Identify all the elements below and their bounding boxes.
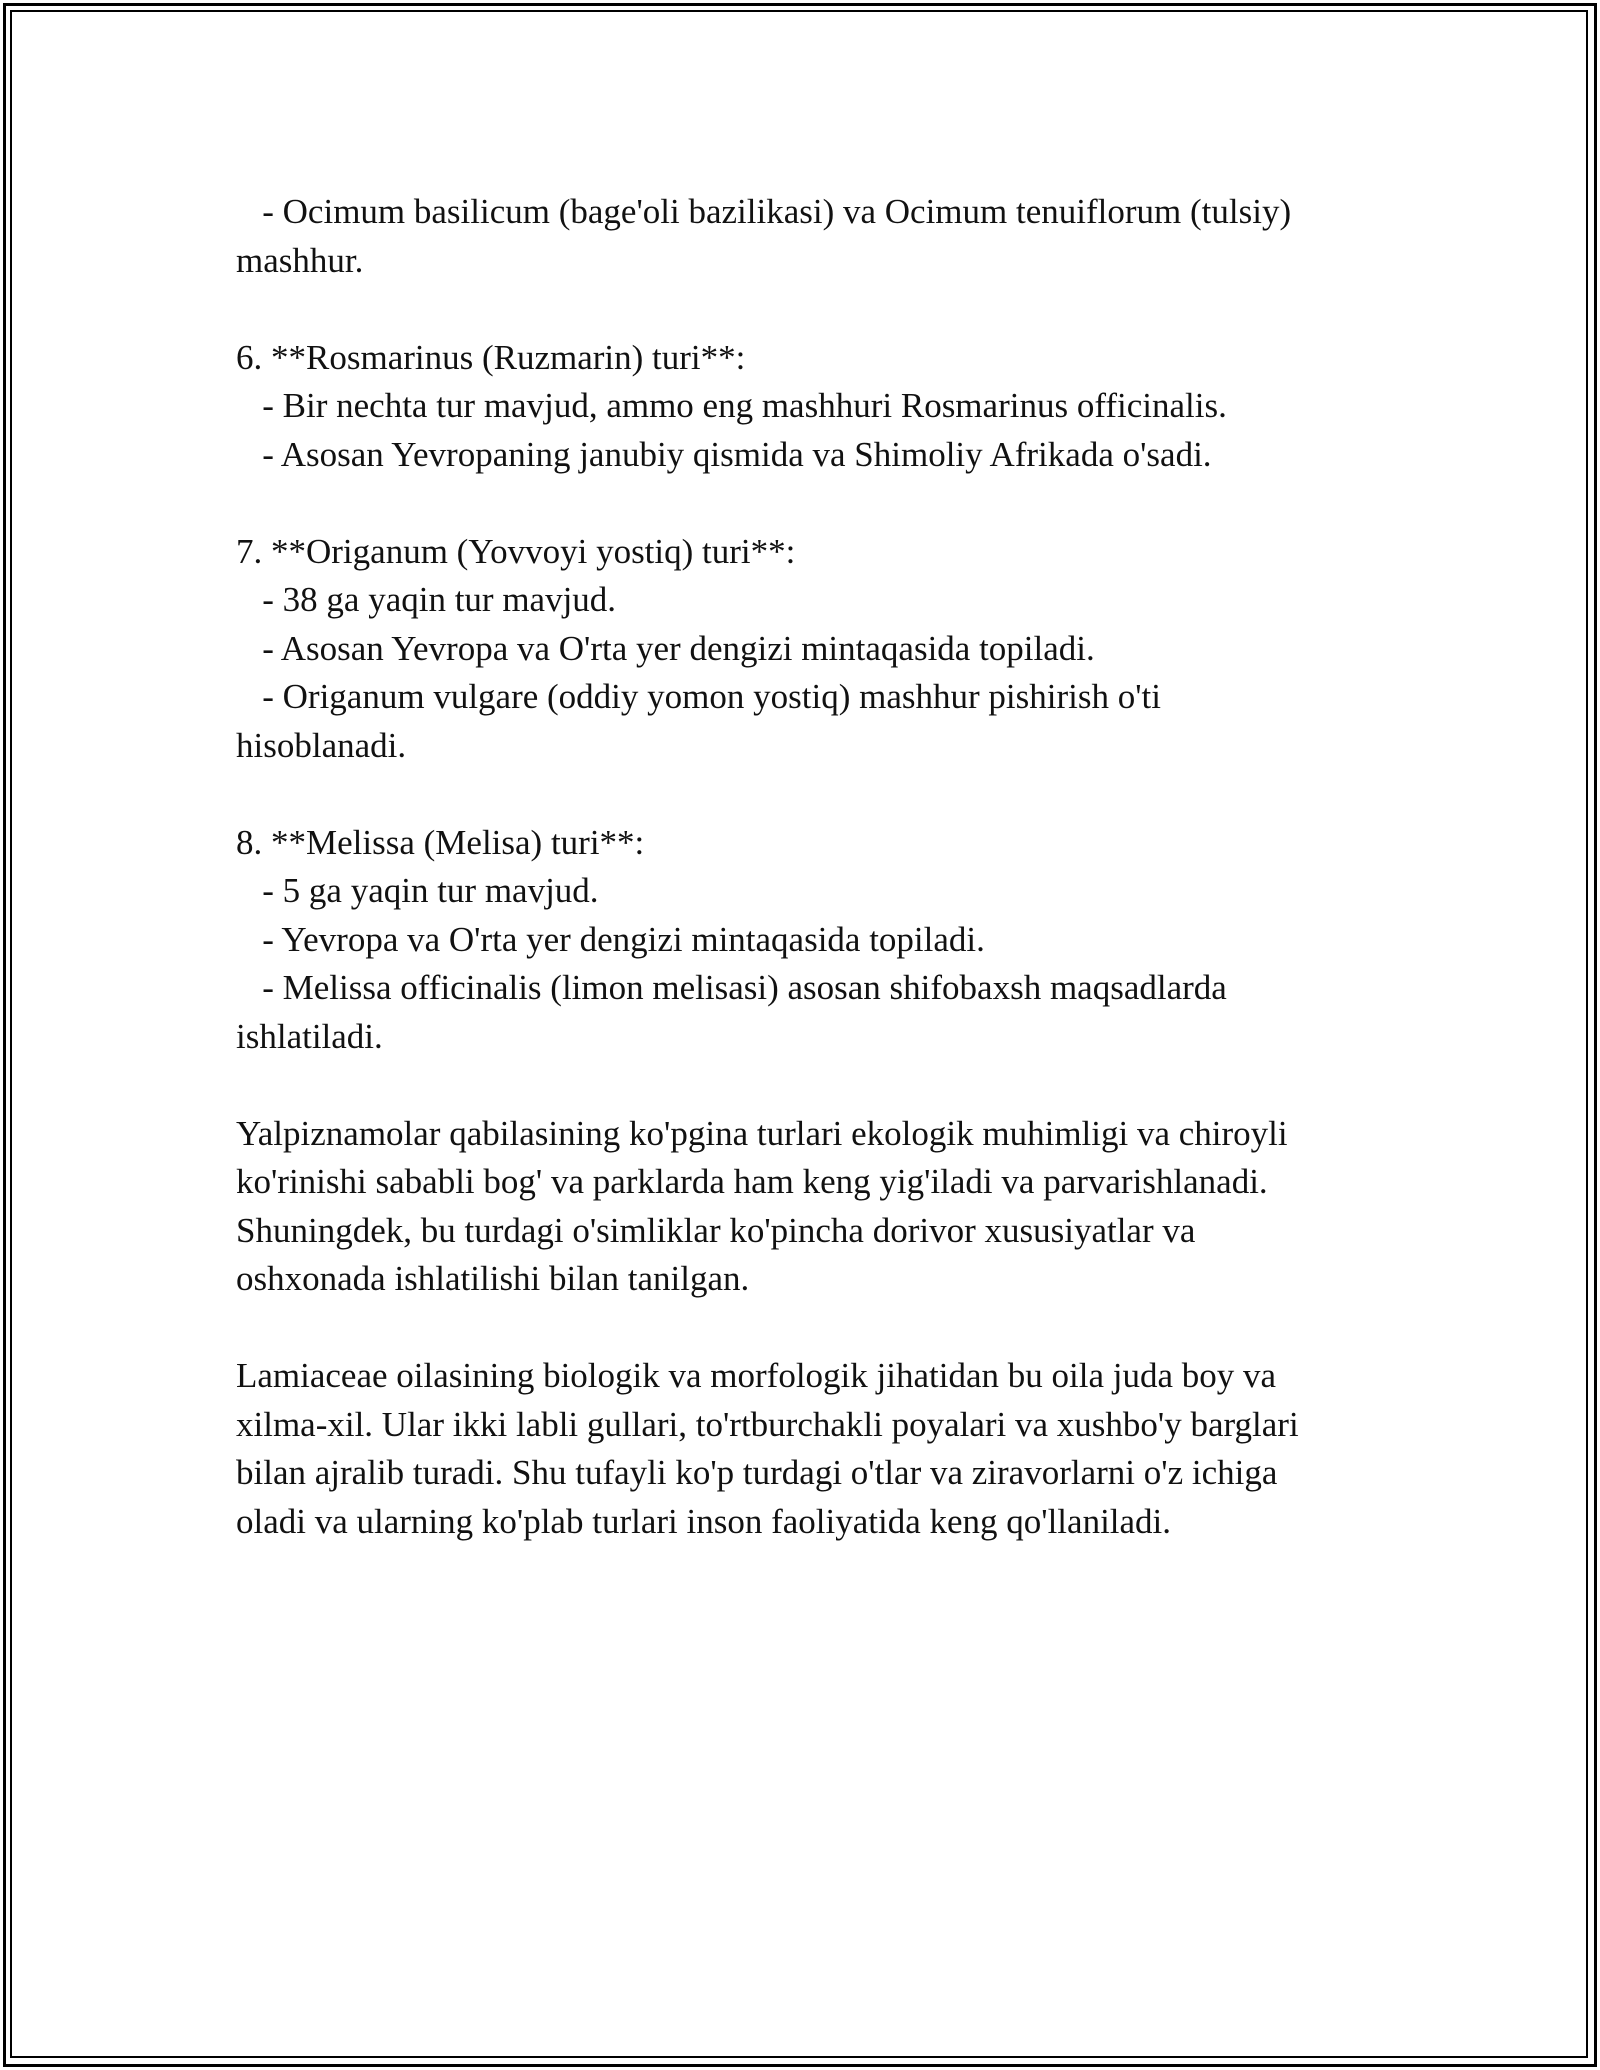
paragraph-gap <box>236 770 1366 819</box>
text-line: - Origanum vulgare (oddiy yomon yostiq) mashhur pishirish o'ti <box>236 677 1161 716</box>
text-line: - Yevropa va O'rta yer dengizi mintaqasida topiladi. <box>236 919 985 959</box>
paragraph-line: Shuningdek, bu turdagi o'simliklar ko'pincha dorivor xususiyatlar va <box>236 1210 1196 1250</box>
text-line: - Asosan Yevropaning janubiy qismida va Shimoliy Afrikada o'sadi. <box>236 434 1212 474</box>
text-line: - Bir nechta tur mavjud, ammo eng mashhuri Rosmarinus officinalis. <box>236 386 1227 425</box>
text-line: ishlatiladi. <box>236 1016 383 1056</box>
document-body <box>236 188 1366 1546</box>
paragraph-line: Yalpiznamolar qabilasining ko'pgina turlari ekologik muhimligi va chiroyli <box>236 1113 1288 1153</box>
paragraph-line: oladi va ularning ko'plab turlari inson faoliyatida keng qo'llaniladi. <box>236 1501 1172 1541</box>
text-line: - 5 ga yaqin tur mavjud. <box>236 871 599 910</box>
text-line: hisoblanadi. <box>236 725 407 765</box>
section-heading: 8. **Melissa (Melisa) turi**: <box>236 822 645 862</box>
paragraph-line: xilma-xil. Ular ikki labli gullari, to'rtburchakli poyalari va xushbo'y barglari <box>236 1404 1299 1444</box>
paragraph-line: bilan ajralib turadi. Shu tufayli ko'p turdagi o'tlar va ziravorlarni o'z ichiga <box>236 1453 1278 1492</box>
paragraph-line: oshxonada ishlatilishi bilan tanilgan. <box>236 1259 750 1298</box>
paragraph-gap <box>236 1061 1366 1110</box>
text-line: mashhur. <box>236 240 364 280</box>
text-line: - Asosan Yevropa va O'rta yer dengizi mintaqasida topiladi. <box>236 628 1095 668</box>
paragraph-gap <box>236 285 1366 334</box>
section-heading: 7. **Origanum (Yovvoyi yostiq) turi**: <box>236 531 796 571</box>
paragraph-line: Lamiaceae oilasining biologik va morfologik jihatidan bu oila juda boy va <box>236 1356 1277 1395</box>
section-heading: 6. **Rosmarinus (Ruzmarin) turi**: <box>236 337 746 377</box>
text-line: - 38 ga yaqin tur mavjud. <box>236 580 617 619</box>
paragraph-gap <box>236 1304 1366 1353</box>
paragraph-line: ko'rinishi sababli bog' va parklarda ham keng yig'iladi va parvarishlanadi. <box>236 1162 1268 1201</box>
text-line: - Ocimum basilicum (bage'oli bazilikasi) va Ocimum tenuiflorum (tulsiy) <box>236 192 1292 231</box>
paragraph-gap <box>236 479 1366 528</box>
text-line: - Melissa officinalis (limon melisasi) asosan shifobaxsh maqsadlarda <box>236 968 1227 1007</box>
